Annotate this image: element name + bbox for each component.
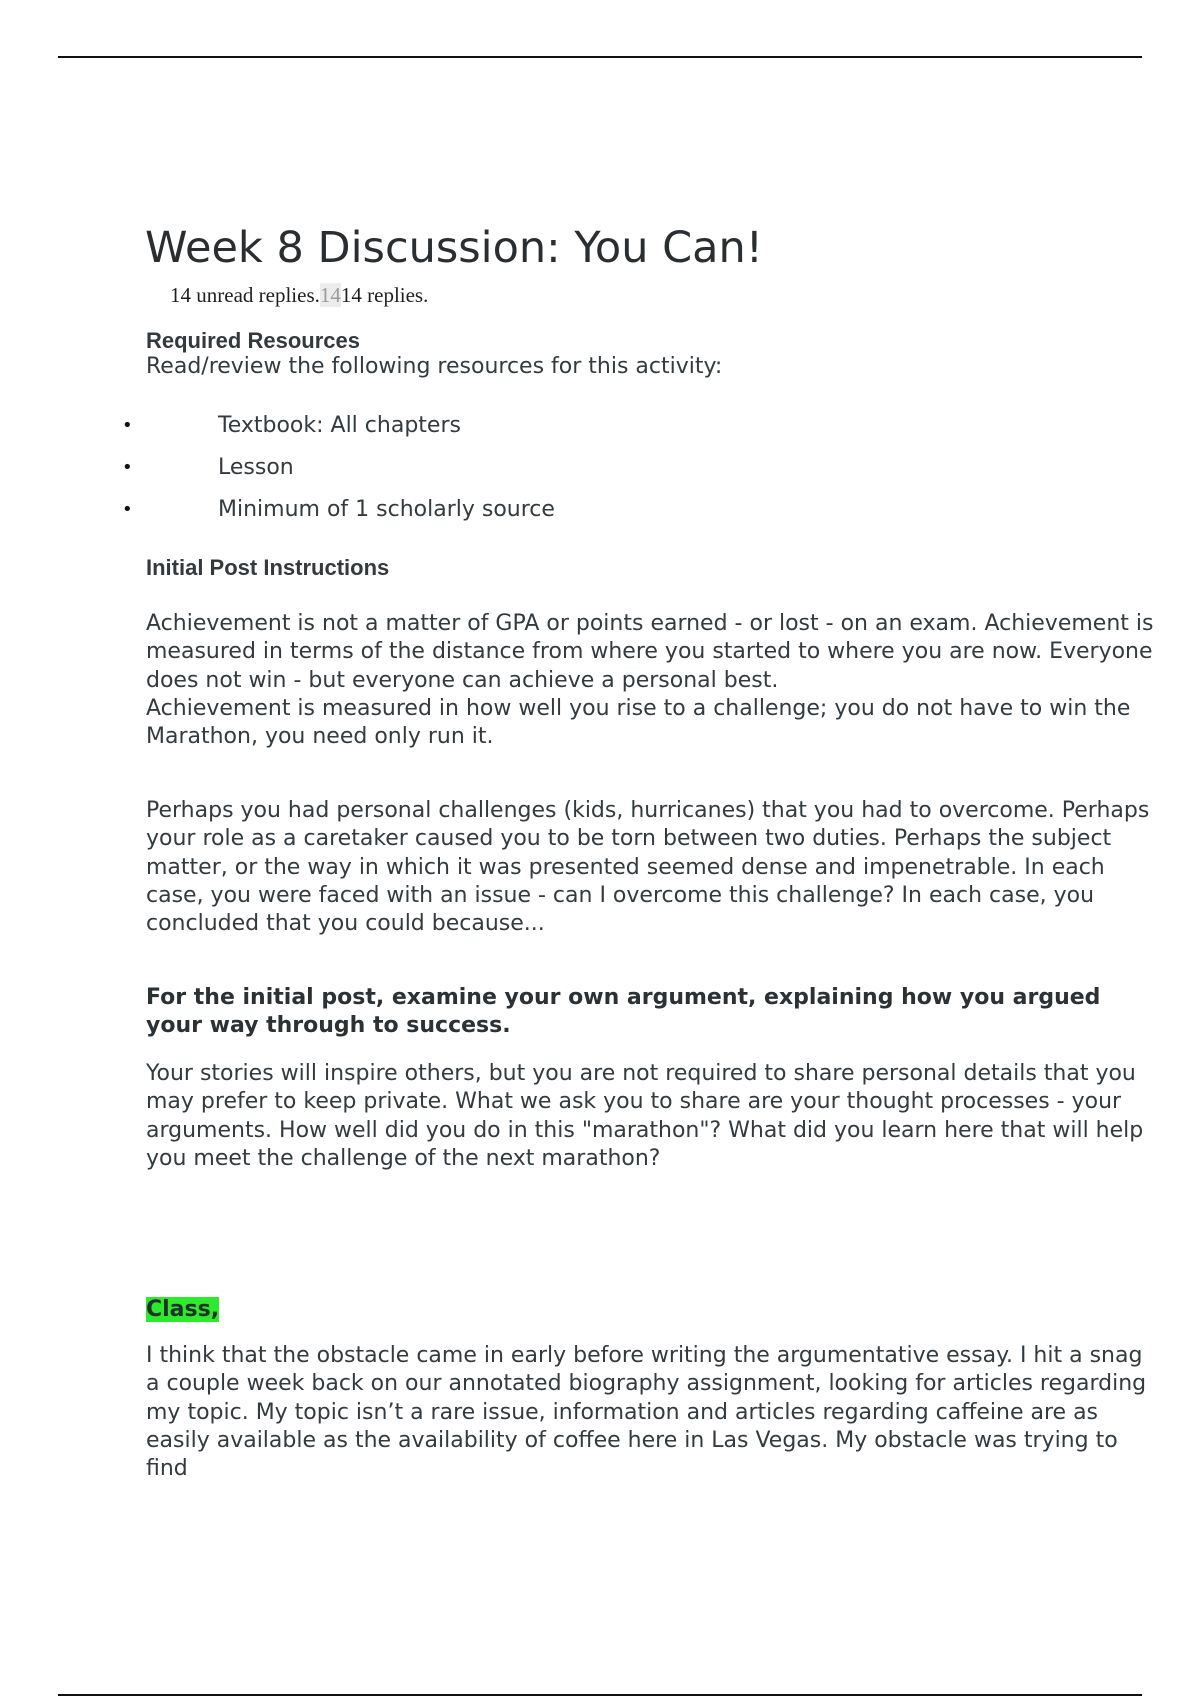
achievement-text-1: Achievement is not a matter of GPA or points earned - or lost - on an exam. Achievement is measured in terms of the distance from where you started to where you are now. Everyone does not win - but everyone can achieve a personal best. bbox=[146, 611, 1154, 693]
achievement-text-2: Achievement is measured in how well you rise to a challenge; you do not have to win the Marathon, you need only run it. bbox=[146, 695, 1131, 750]
resource-item-text: Lesson bbox=[218, 455, 294, 480]
required-resources-heading: Required Resources bbox=[146, 328, 360, 353]
initial-post-heading: Initial Post Instructions bbox=[146, 555, 390, 580]
reply-counts bbox=[170, 281, 428, 309]
challenges-paragraph: Perhaps you had personal challenges (kids, hurricanes) that you had to overcome. Perhaps your role as a caretaker caused you to be torn between two duties. Perhaps the subject matter, or the way in which it was presented seemed dense and impenetrable. In each case, you were faced with an issue - can I overcome this challenge? In each case, you concluded that you could because... bbox=[146, 798, 1150, 937]
total-replies-text: 14 replies. bbox=[340, 283, 429, 307]
stories-paragraph: Your stories will inspire others, but you are not required to share personal details that you may prefer to keep private. What we ask you to share are your thought processes - your arguments. How well did you do in this "marathon"? What did you learn here that will help you meet the challenge of the next marathon? bbox=[146, 1061, 1144, 1171]
bullet-icon: • bbox=[122, 415, 133, 436]
achievement-paragraph bbox=[146, 610, 1156, 751]
resources-intro: Read/review the following resources for this activity: bbox=[146, 354, 723, 379]
bullet-icon: • bbox=[122, 457, 133, 478]
instruction-emphasis: For the initial post, examine your own argument, explaining how you argued your way through to success. bbox=[146, 985, 1101, 1039]
top-divider bbox=[58, 56, 1142, 58]
page-title: Week 8 Discussion: You Can! bbox=[145, 223, 763, 273]
reply-body: I think that the obstacle came in early before writing the argumentative essay. I hit a snag a couple week back on our annotated biography assignment, looking for articles regarding my topic. My topic isn’t a rare issue, information and articles regarding caffeine are as easily available as the availability of coffee here in Las Vegas. My obstacle was trying to find bbox=[146, 1343, 1147, 1482]
greeting-highlight: Class, bbox=[146, 1297, 220, 1322]
resource-item-text: Minimum of 1 scholarly source bbox=[218, 497, 555, 522]
bottom-divider bbox=[58, 1694, 1142, 1696]
bullet-icon: • bbox=[122, 499, 133, 520]
unread-replies-text: 14 unread replies. bbox=[170, 283, 320, 307]
resource-item-text: Textbook: All chapters bbox=[218, 413, 461, 438]
reply-greeting bbox=[146, 1296, 219, 1324]
unread-count-badge: 14 bbox=[319, 283, 341, 307]
